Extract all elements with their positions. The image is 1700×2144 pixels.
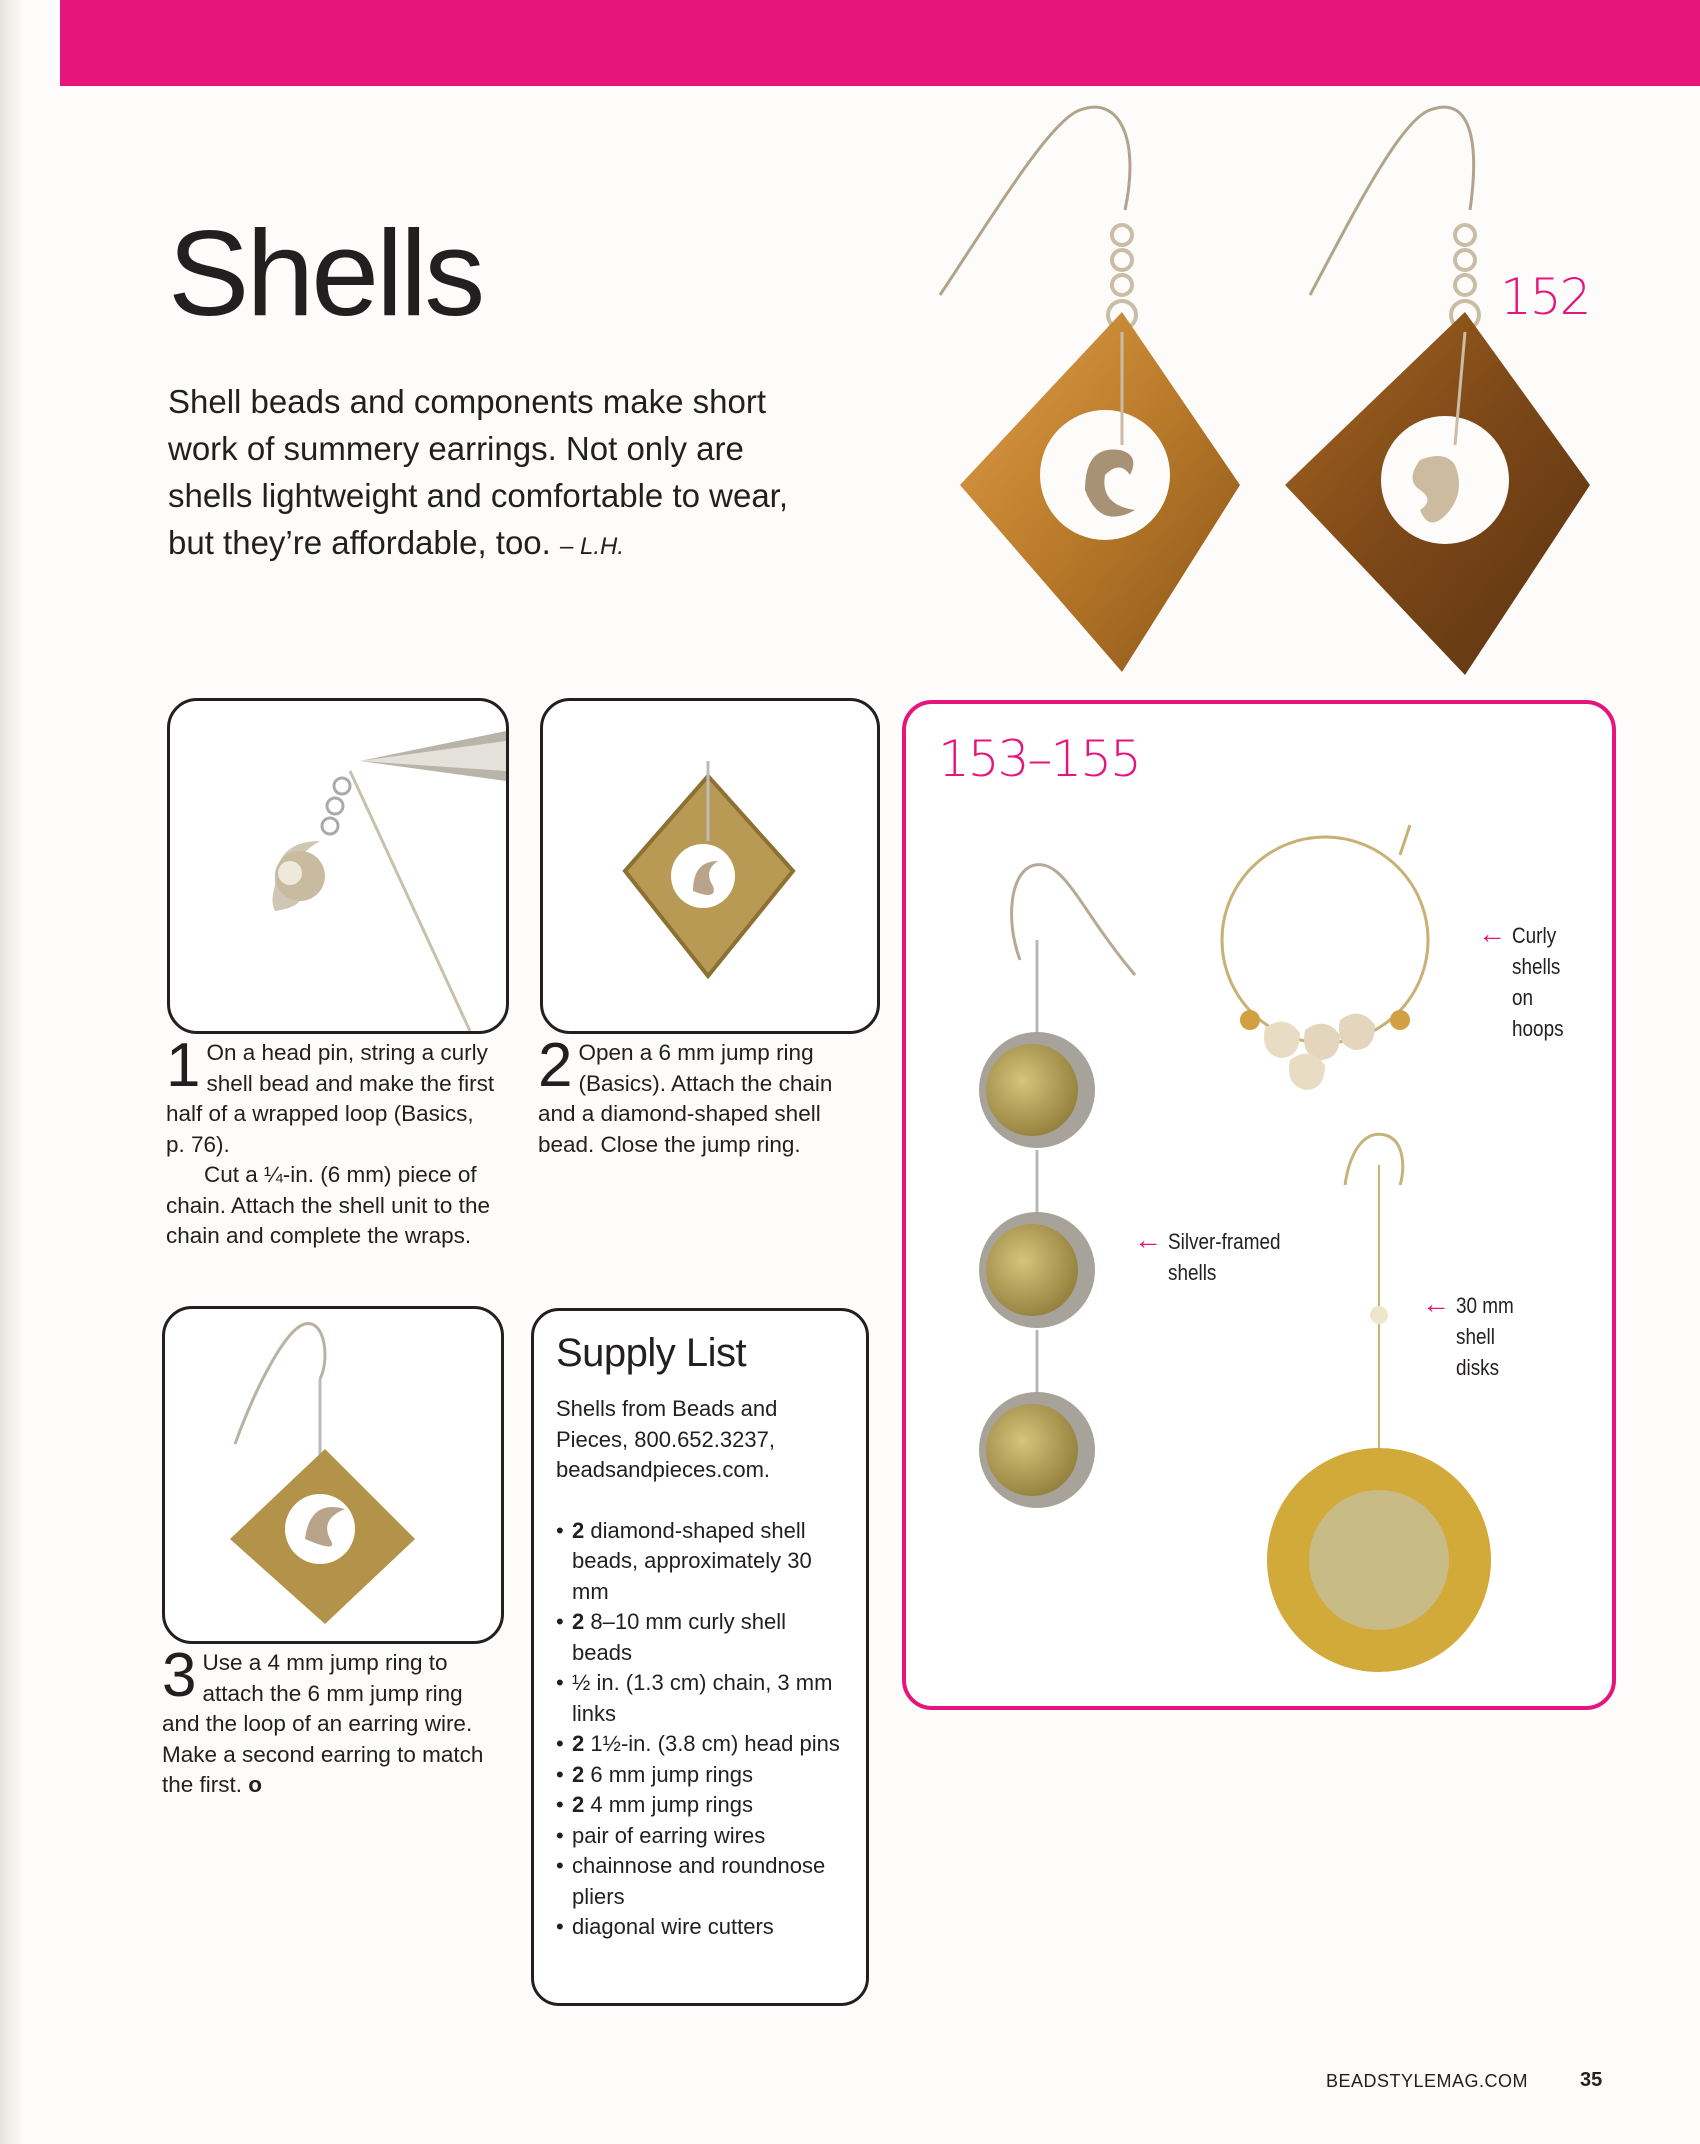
end-mark: o (248, 1772, 263, 1797)
callout-line: 30 mm (1456, 1293, 1514, 1318)
callout-silver-framed (1168, 1226, 1280, 1288)
supply-qty: 2 (572, 1609, 585, 1634)
step-text: On a head pin, string a curly shell bead and make the first half of a wrapped loop (Basics, p. 76). (166, 1040, 495, 1157)
supply-item (556, 1516, 850, 1608)
supply-text: ½ in. (1.3 cm) chain, 3 mm links (572, 1670, 833, 1726)
callout-line: disks (1456, 1355, 1500, 1380)
supply-item (556, 1912, 850, 1943)
left-earring (940, 107, 1240, 672)
callout-line: Silver-framed (1168, 1229, 1281, 1254)
supply-text: 1½-in. (3.8 cm) head pins (590, 1731, 840, 1756)
supply-qty: 2 (572, 1517, 585, 1543)
step-text-continued: Cut a ¼-in. (6 mm) piece of chain. Attach the shell unit to the chain and complete the wraps. (166, 1162, 490, 1248)
shell-disk-earring (1267, 1134, 1491, 1672)
callout-shell-disks (1456, 1290, 1514, 1383)
step-text: Use a 4 mm jump ring to attach the 6 mm jump ring and the loop of an earring wire. Make a second earring to match the first. (162, 1650, 484, 1797)
supply-items (556, 1516, 850, 1943)
silver-arrow-icon: ← (1134, 1224, 1162, 1255)
diamond-earrings-photo (900, 100, 1620, 690)
supply-qty: 2 (572, 1761, 585, 1787)
supply-item (556, 1729, 850, 1760)
disks-arrow-icon: ← (1422, 1288, 1450, 1319)
page-title: Shells (168, 205, 483, 341)
supply-list-title: Supply List (556, 1331, 747, 1375)
supply-list-box (531, 1308, 869, 2006)
step-2 (538, 1031, 868, 1160)
step-text: Open a 6 mm jump ring (Basics). Attach the chain and a diamond-shaped shell bead. Close the jump ring. (538, 1040, 833, 1157)
supply-item (556, 1821, 850, 1852)
callout-line: shell (1456, 1324, 1495, 1349)
hoop-earring (1222, 825, 1428, 1090)
step2-photo (540, 698, 880, 1034)
curly-arrow-icon: ← (1478, 918, 1506, 949)
supply-text: pair of earring wires (572, 1822, 766, 1848)
step-number: 1 (166, 1031, 201, 1100)
supply-qty: 2 (572, 1731, 585, 1756)
silver-framed-earring (979, 865, 1135, 1508)
step3-photo (162, 1306, 504, 1644)
step-number: 3 (162, 1641, 197, 1710)
supply-text: chainnose and roundnose pliers (572, 1853, 826, 1909)
header-color-bar (60, 0, 1700, 86)
project-number-152: 152 (1500, 268, 1590, 326)
supply-item (556, 1760, 850, 1791)
callout-line: hoops (1512, 1016, 1564, 1041)
right-earring (1285, 107, 1590, 675)
callout-line: shells (1512, 954, 1561, 979)
callout-line: on (1512, 985, 1534, 1010)
footer-website: BEADSTYLEMAG.COM (1326, 2071, 1529, 2091)
page-number: 35 (1580, 2069, 1603, 2091)
supply-text: 4 mm jump rings (590, 1792, 753, 1817)
callout-curly-shells (1512, 920, 1564, 1044)
project-number-range: 153–155 (938, 730, 1140, 788)
supply-text: 6 mm jump rings (590, 1761, 753, 1787)
supply-item (556, 1607, 850, 1668)
supply-item (556, 1668, 850, 1729)
step1-photo (167, 698, 509, 1034)
intro-text: Shell beads and components make short work of summery earrings. Not only are shells lightweight and comfortable to wear, but they’re affordable, too. (168, 383, 789, 561)
step-1 (166, 1031, 496, 1252)
supply-item (556, 1790, 850, 1821)
step-number: 2 (538, 1031, 573, 1100)
callout-line: shells (1168, 1260, 1217, 1285)
supply-qty: 2 (572, 1792, 585, 1817)
callout-line: Curly (1512, 923, 1557, 948)
intro-paragraph (168, 378, 828, 570)
supply-text: diamond-shaped shell beads, approximately 30 mm (572, 1517, 812, 1604)
supply-text: 8–10 mm curly shell beads (572, 1609, 787, 1665)
supply-text: diagonal wire cutters (572, 1914, 774, 1939)
page-gutter (0, 0, 22, 2144)
supply-source: Shells from Beads and Pieces, 800.652.3237, beadsandpieces.com. (556, 1396, 778, 1482)
supply-item (556, 1851, 850, 1912)
step-3 (162, 1641, 502, 1801)
author-initials: – L.H. (560, 533, 625, 560)
